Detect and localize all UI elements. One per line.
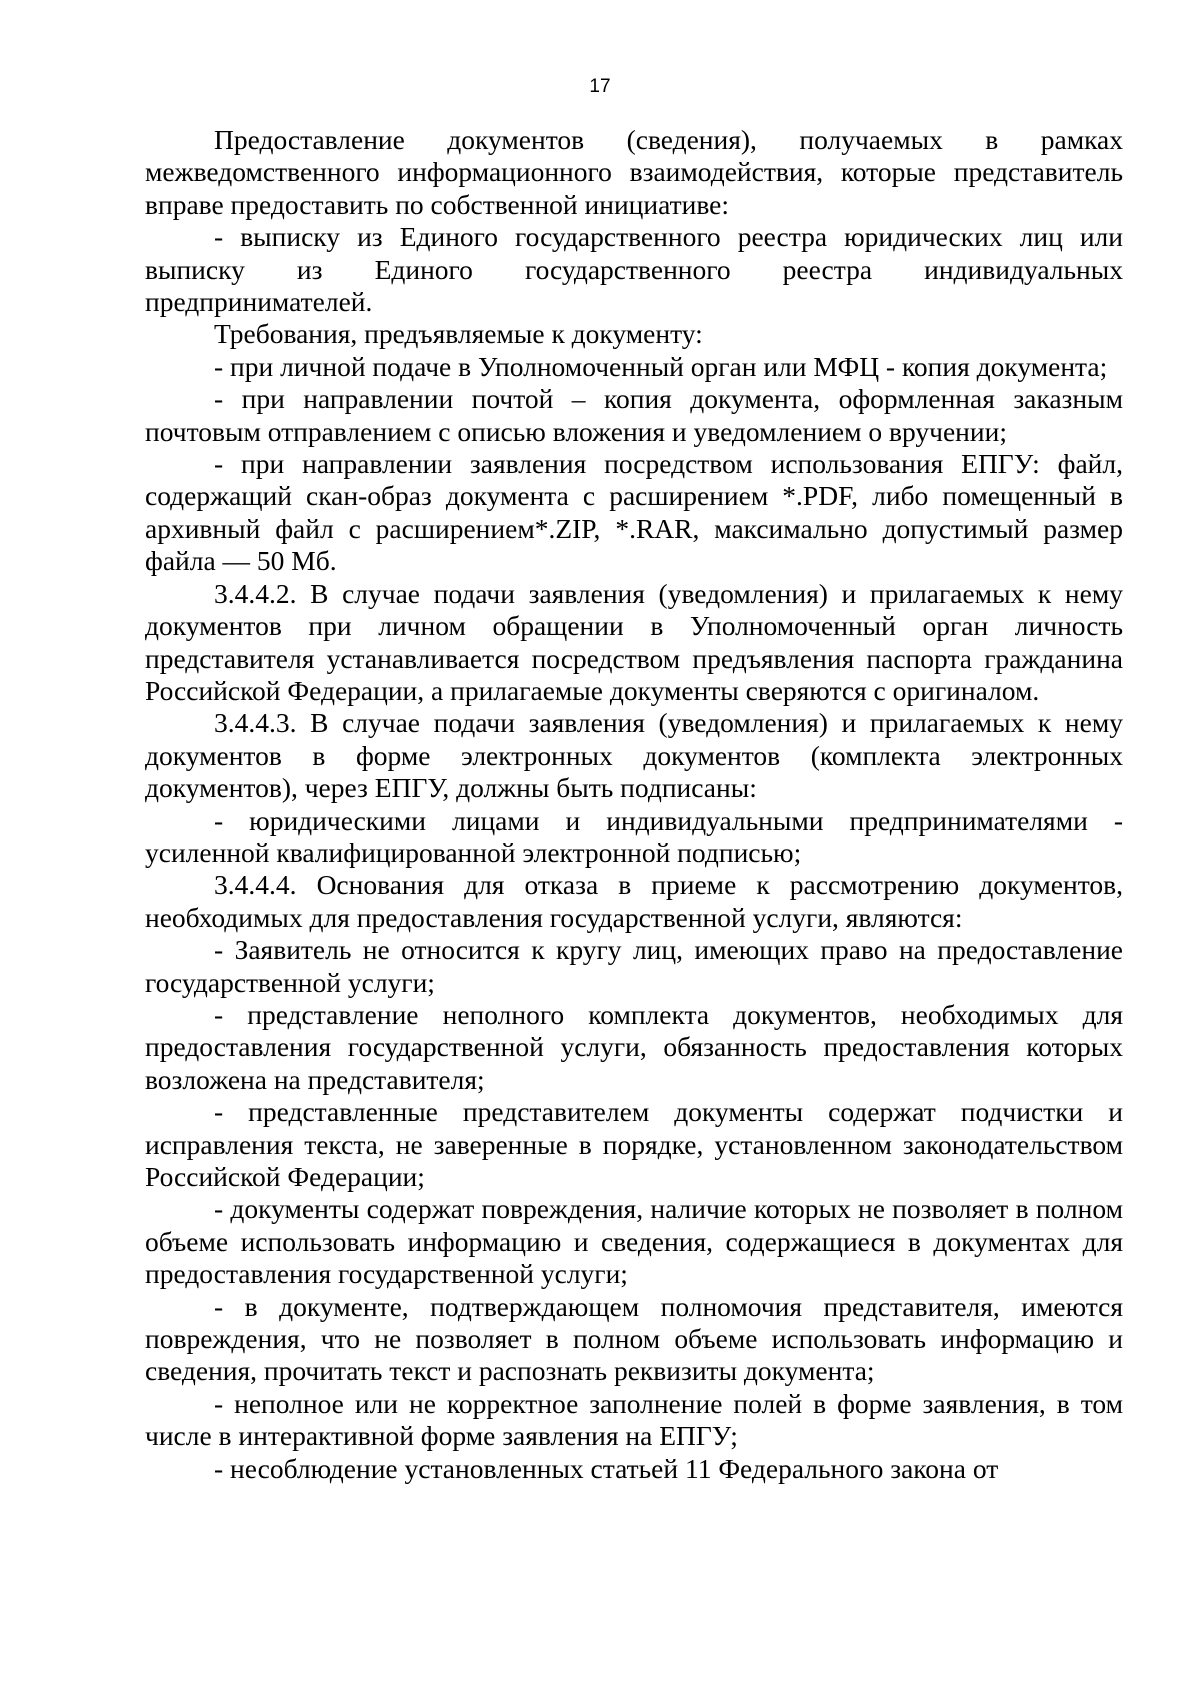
paragraph: - представленные представителем документы содержат подчистки и исправления текста, не заверенные в порядке, установленном законодательством Российской Федерации; <box>145 1096 1123 1192</box>
document-body <box>145 124 1123 1485</box>
paragraph: - Заявитель не относится к кругу лиц, имеющих право на предоставление государственной услуги; <box>145 934 1123 998</box>
paragraph: 3.4.4.3. В случае подачи заявления (уведомления) и прилагаемых к нему документов в форме электронных документов (комплекта электронных документов), через ЕПГУ, должны быть подписаны: <box>145 707 1123 804</box>
paragraph: - неполное или не корректное заполнение полей в форме заявления, в том числе в интерактивной форме заявления на ЕПГУ; <box>145 1387 1123 1452</box>
paragraph: - при направлении заявления посредством использования ЕПГУ: файл, содержащий скан-образ документа с расширением *.PDF, либо помещенный в архивный файл с расширением*.ZIP, *.RAR, максимально допустимый размер файла — 50 Мб. <box>145 448 1123 577</box>
paragraph: 3.4.4.4. Основания для отказа в приеме к рассмотрению документов, необходимых для предоставления государственной услуги, являются: <box>145 869 1123 933</box>
paragraph: - представление неполного комплекта документов, необходимых для предоставления государственной услуги, обязанность предоставления которых возложена на представителя; <box>145 998 1123 1095</box>
paragraph: Предоставление документов (сведения), получаемых в рамках межведомственного информационного взаимодействия, которые представитель вправе предоставить по собственной инициативе: <box>145 124 1123 220</box>
paragraph: - несоблюдение установленных статьей 11 Федерального закона от <box>214 1452 999 1484</box>
paragraph: - при личной подаче в Уполномоченный орган или МФЦ - копия документа; <box>214 350 1108 382</box>
paragraph: - документы содержат повреждения, наличие которых не позволяет в полном объеме использовать информацию и сведения, содержащиеся в документах для предоставления государственной услуги; <box>145 1193 1123 1290</box>
page-number: 17 <box>589 76 611 97</box>
paragraph: - выписку из Единого государственного реестра юридических лиц или выписку из Единого государственного реестра индивидуальных предпринимателей. <box>145 221 1123 318</box>
paragraph: 3.4.4.2. В случае подачи заявления (уведомления) и прилагаемых к нему документов при личном обращении в Уполномоченный орган личность представителя устанавливается посредством предъявления паспорта гражданина Российской Федерации, а прилагаемые документы сверяются с оригиналом. <box>145 577 1123 706</box>
paragraph: Требования, предъявляемые к документу: <box>214 318 703 350</box>
paragraph: - в документе, подтверждающем полномочия представителя, имеются повреждения, что не позволяет в полном объеме использовать информацию и сведения, прочитать текст и распознать реквизиты документа; <box>145 1290 1123 1387</box>
paragraph: - юридическими лицами и индивидуальными предпринимателями - усиленной квалифицированной электронной подписью; <box>145 804 1123 868</box>
paragraph: - при направлении почтой – копия документа, оформленная заказным почтовым отправлением с описью вложения и уведомлением о вручении; <box>145 383 1123 447</box>
